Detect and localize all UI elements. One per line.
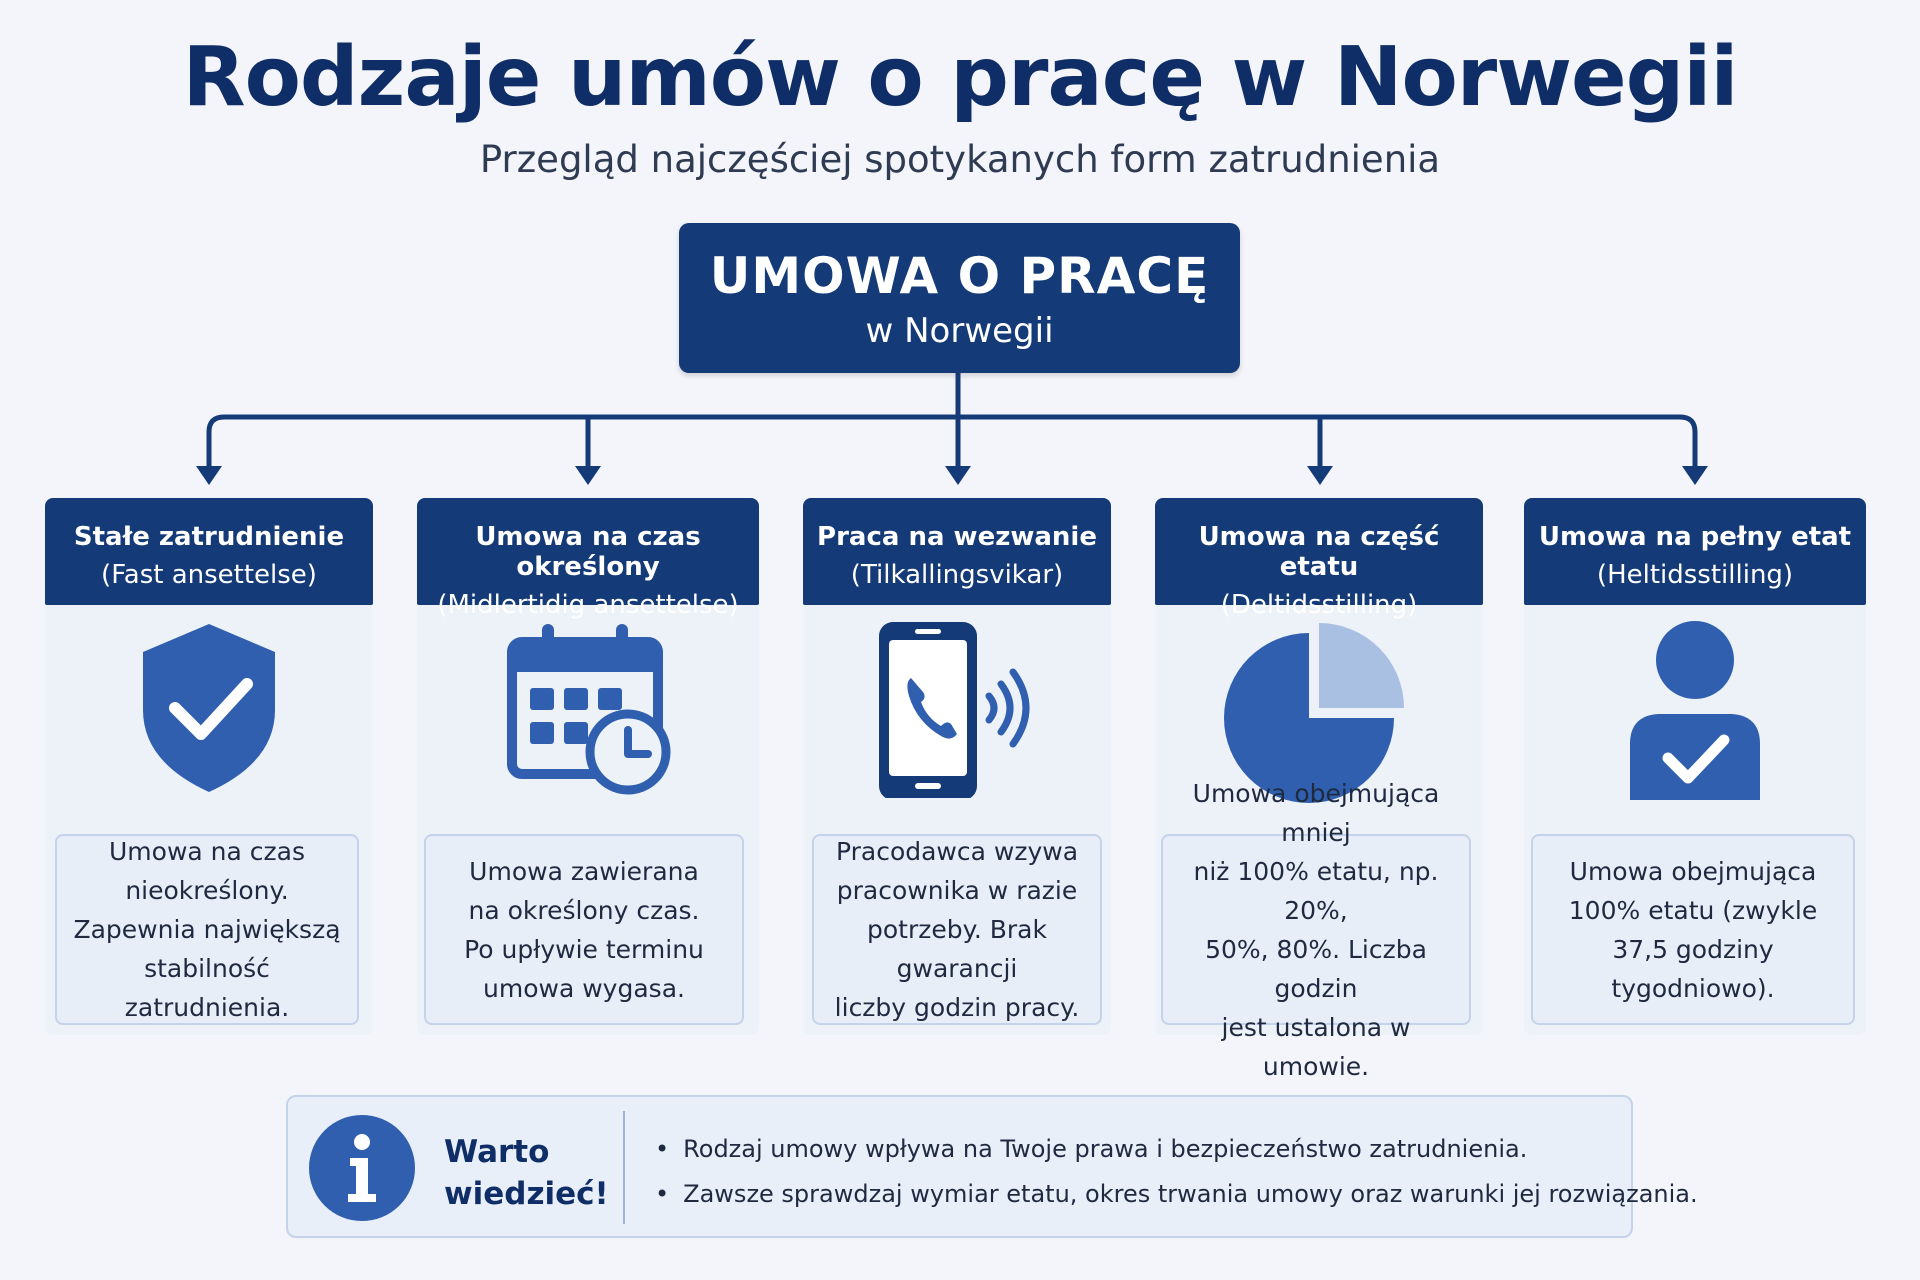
card-subtitle: (Tilkallingsvikar) (850, 560, 1064, 590)
card-header (45, 498, 373, 605)
arrow-head-1 (196, 466, 222, 485)
page-subtitle: Przegląd najczęściej spotykanych form zatrudnienia (479, 138, 1441, 181)
phone-ringing-icon (803, 618, 1111, 818)
desc-line: pracownika w razie (836, 876, 1078, 905)
card-description (424, 834, 744, 1025)
card-title: Umowa na pełny etat (1538, 522, 1852, 552)
divider (623, 1111, 625, 1224)
card-header (1524, 498, 1866, 605)
contract-card-fixed-term (417, 498, 759, 1035)
info-item: • Rodzaj umowy wpływa na Twoje prawa i bezpieczeństwo zatrudnienia. (655, 1127, 1698, 1172)
shield-check-icon (45, 618, 373, 818)
card-subtitle: (Heltidsstilling) (1596, 560, 1794, 590)
arrow-head-3 (945, 466, 971, 485)
desc-line: 50%, 80%. Liczba godzin (1205, 934, 1427, 1003)
contract-card-part-time (1155, 498, 1483, 1081)
desc-line: liczby godzin pracy. (834, 993, 1080, 1022)
desc-line: potrzeby. Brak gwarancji (867, 915, 1047, 983)
desc-line: niż 100% etatu, np. 20%, (1193, 856, 1439, 925)
desc-line: stabilność zatrudnienia. (124, 954, 290, 1022)
card-title: Praca na wezwanie (817, 522, 1097, 552)
arrow-head-5 (1682, 466, 1708, 485)
card-title: Umowa na część etatu (1198, 522, 1440, 582)
desc-line: Umowa obejmująca (1569, 856, 1817, 886)
info-title (444, 1131, 609, 1215)
connector-lines (0, 0, 1920, 500)
info-item: • Zawsze sprawdzaj wymiar etatu, okres trwania umowy oraz warunki jej rozwiązania. (655, 1172, 1698, 1217)
card-header (1155, 498, 1483, 620)
card-description (1531, 834, 1855, 1025)
card-subtitle: (Midlertidig ansettelse) (437, 590, 739, 620)
arrow-head-4 (1307, 466, 1333, 485)
desc-line: Pracodawca wzywa (835, 837, 1079, 866)
contract-card-full-time (1524, 498, 1866, 1035)
root-subtitle: w Norwegii (865, 311, 1054, 351)
info-icon (308, 1114, 416, 1226)
info-list (655, 1127, 1698, 1217)
desc-line: nieokreślony. (125, 876, 289, 905)
card-title: Stałe zatrudnienie (73, 522, 345, 552)
user-check-icon (1524, 618, 1866, 818)
card-subtitle: (Fast ansettelse) (101, 560, 317, 590)
desc-line: Umowa obejmująca mniej (1192, 778, 1440, 847)
desc-line: na określony czas. (468, 895, 700, 925)
info-title-line: Warto (444, 1134, 550, 1170)
card-header (803, 498, 1111, 605)
desc-line: umowa wygasa. (483, 973, 685, 1003)
root-title: UMOWA O PRACĘ (709, 247, 1210, 305)
connector-bus (209, 417, 1695, 468)
card-title: Umowa na czas określony (475, 522, 701, 582)
info-box (286, 1095, 1698, 1238)
desc-line: Umowa na czas (109, 837, 305, 866)
card-subtitle: (Deltidsstilling) (1220, 590, 1418, 620)
card-description (1161, 778, 1471, 1081)
desc-line: 37,5 godziny tygodniowo). (1611, 934, 1775, 1003)
info-title-line: wiedzieć! (444, 1176, 609, 1212)
card-description (55, 834, 359, 1025)
desc-line: 100% etatu (zwykle (1568, 895, 1818, 925)
page-title: Rodzaje umów o pracę w Norwegii (182, 30, 1738, 125)
contract-card-permanent (45, 498, 373, 1035)
desc-line: Umowa zawierana (469, 856, 699, 886)
contract-card-on-call (803, 498, 1111, 1035)
card-header (417, 498, 759, 620)
desc-line: Zapewnia największą (73, 915, 341, 944)
desc-line: jest ustalona w umowie. (1221, 1012, 1411, 1081)
card-description (812, 834, 1102, 1025)
calendar-clock-icon (417, 618, 759, 818)
arrow-head-2 (575, 466, 601, 485)
desc-line: Po upływie terminu (464, 934, 704, 964)
